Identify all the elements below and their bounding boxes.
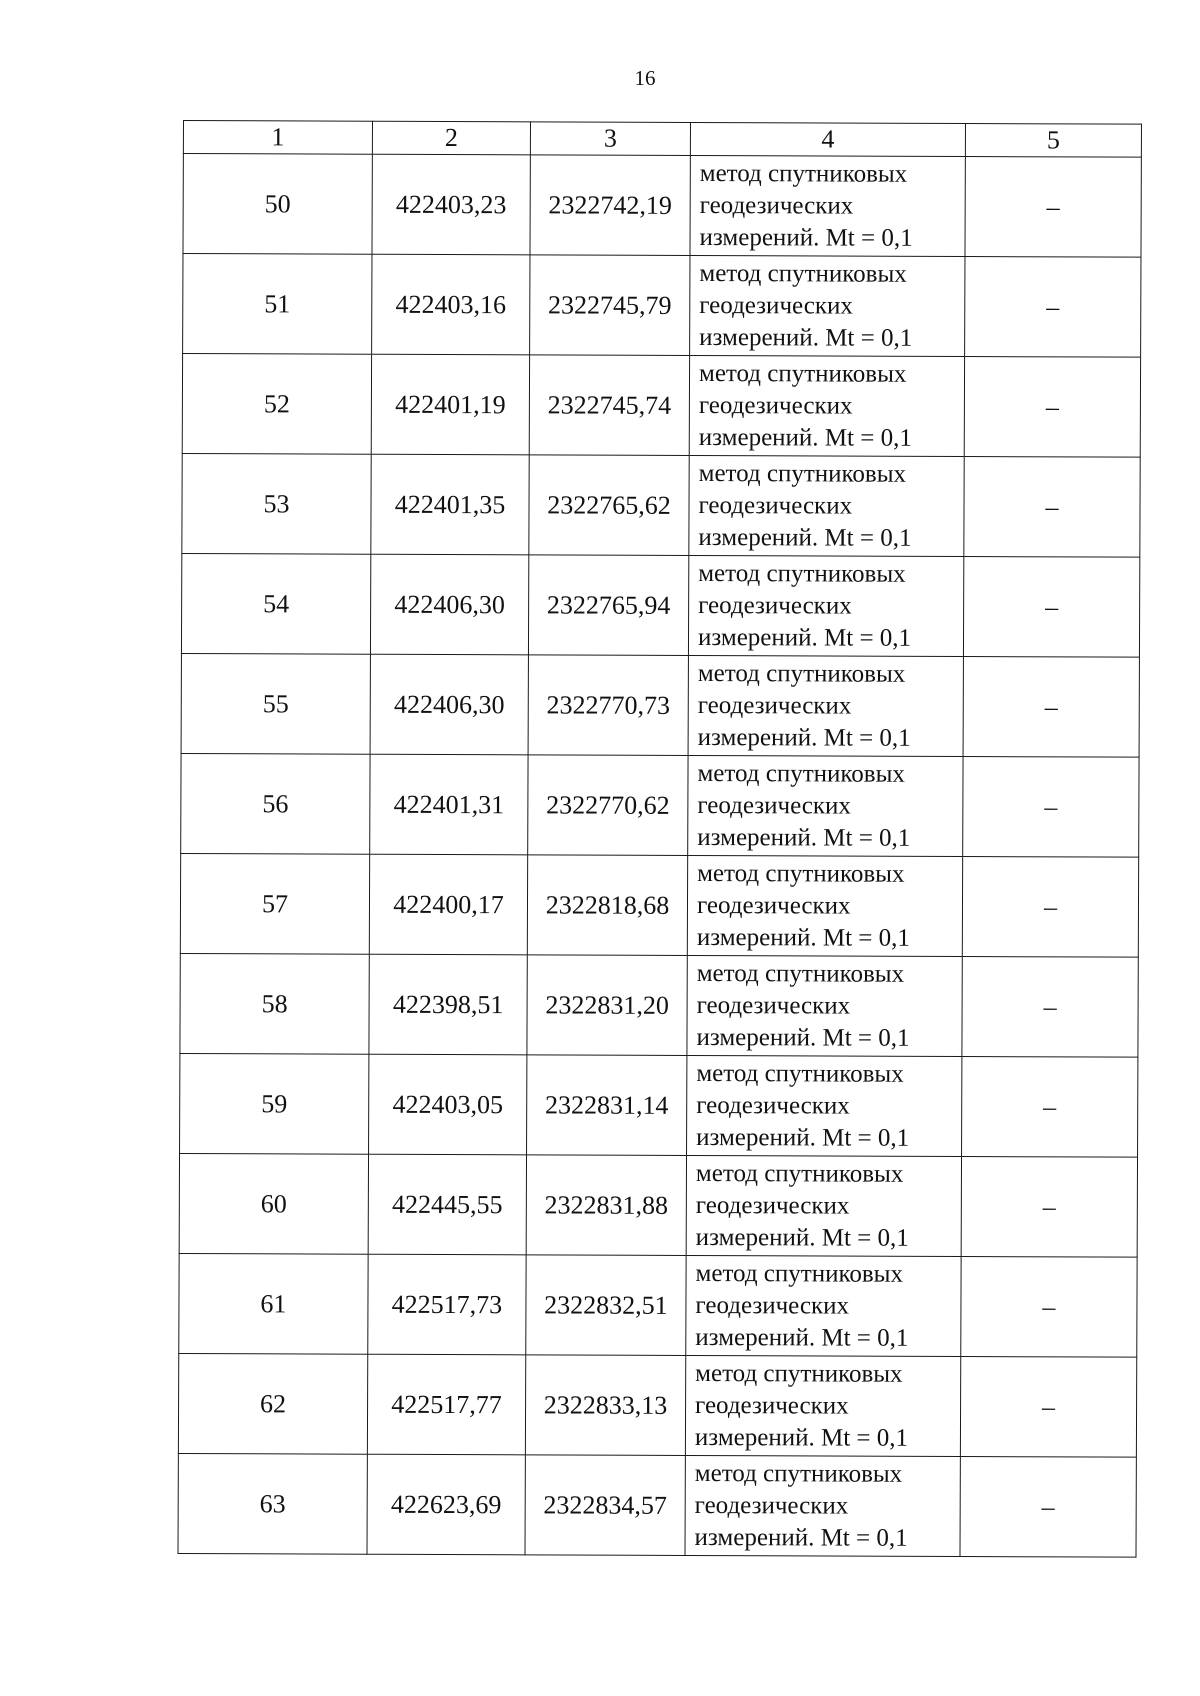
note-cell: –: [962, 1056, 1138, 1157]
method-cell: [690, 155, 965, 256]
column-header-4: 4: [690, 122, 965, 156]
method-line: геодезических: [698, 391, 853, 420]
method-line: метод спутниковых: [696, 1059, 904, 1088]
method-line: измерений. Mt = 0,1: [697, 623, 912, 652]
table-row: [179, 1253, 1137, 1357]
method-line: метод спутниковых: [698, 459, 907, 488]
coordinate-y-cell: 2322831,88: [526, 1155, 686, 1256]
method-line: геодезических: [696, 991, 851, 1020]
column-header-3: 3: [530, 122, 690, 156]
method-line: метод спутниковых: [695, 1159, 904, 1188]
point-number-cell: 53: [182, 453, 371, 554]
method-line: геодезических: [695, 1391, 849, 1420]
coordinate-y-cell: 2322770,62: [528, 755, 688, 856]
coordinate-y-cell: 2322770,73: [528, 655, 688, 756]
method-line: геодезических: [696, 1091, 850, 1120]
coordinate-x-cell: 422406,30: [370, 654, 528, 755]
table-row: [181, 653, 1139, 757]
coordinate-x-cell: 422406,30: [370, 554, 528, 655]
coordinate-y-cell: 2322745,79: [530, 255, 690, 356]
column-header-2: 2: [372, 121, 530, 155]
method-cell: [690, 255, 965, 356]
method-line: геодезических: [694, 1491, 849, 1520]
table-row: [183, 154, 1141, 258]
coordinate-x-cell: 422403,23: [372, 154, 530, 255]
method-line: измерений. Mt = 0,1: [699, 323, 913, 352]
point-number-cell: 50: [183, 154, 372, 255]
method-line: измерений. Mt = 0,1: [697, 823, 911, 852]
method-line: геодезических: [698, 491, 853, 520]
point-number-cell: 54: [181, 553, 370, 654]
method-line: измерений. Mt = 0,1: [697, 723, 911, 752]
method-line: метод спутниковых: [699, 259, 907, 288]
coordinate-x-cell: 422403,16: [372, 254, 530, 355]
method-cell: [688, 655, 963, 756]
point-number-cell: 51: [183, 254, 372, 355]
method-line: геодезических: [697, 691, 852, 720]
coordinate-y-cell: 2322818,68: [527, 855, 687, 956]
table-row: [180, 853, 1138, 957]
method-line: измерений. Mt = 0,1: [695, 1223, 909, 1252]
method-line: геодезических: [696, 891, 851, 920]
note-cell: –: [960, 1356, 1136, 1457]
table-row: [178, 1453, 1136, 1557]
table-row: [182, 453, 1140, 557]
note-cell: –: [964, 357, 1140, 458]
coordinate-x-cell: 422398,51: [369, 954, 527, 1055]
method-line: метод спутниковых: [698, 559, 906, 588]
point-number-cell: 60: [179, 1153, 368, 1254]
method-line: метод спутниковых: [695, 1259, 904, 1288]
column-header-1: 1: [183, 121, 372, 155]
method-line: геодезических: [699, 291, 853, 320]
table-row: [181, 553, 1139, 657]
method-cell: [686, 1155, 961, 1256]
method-cell: [688, 755, 963, 856]
method-line: измерений. Mt = 0,1: [699, 223, 913, 252]
note-cell: –: [962, 956, 1138, 1057]
table-row: [183, 254, 1141, 358]
coordinate-x-cell: 422400,17: [369, 854, 527, 955]
method-line: измерений. Mt = 0,1: [698, 423, 912, 452]
point-number-cell: 57: [180, 853, 369, 954]
coordinate-x-cell: 422517,77: [367, 1354, 525, 1455]
coordinate-y-cell: 2322832,51: [526, 1255, 686, 1356]
coordinate-x-cell: 422401,35: [371, 454, 529, 555]
method-line: метод спутниковых: [698, 359, 907, 388]
method-cell: [687, 955, 962, 1056]
note-cell: –: [960, 1456, 1136, 1557]
method-line: измерений. Mt = 0,1: [696, 1123, 910, 1152]
method-line: метод спутниковых: [697, 659, 906, 688]
point-number-cell: 52: [182, 354, 371, 455]
method-line: измерений. Mt = 0,1: [698, 523, 912, 552]
note-cell: –: [962, 856, 1138, 957]
coordinate-y-cell: 2322834,57: [525, 1455, 685, 1556]
note-cell: –: [965, 257, 1141, 358]
note-cell: –: [964, 457, 1140, 558]
table-body: [178, 154, 1141, 1558]
table-row: [180, 953, 1138, 1057]
coordinate-x-cell: 422517,73: [368, 1254, 526, 1355]
table-row: [180, 1053, 1138, 1157]
page-number: 16: [634, 66, 656, 90]
method-line: метод спутниковых: [697, 859, 905, 888]
method-cell: [687, 855, 962, 956]
coordinate-x-cell: 422623,69: [367, 1454, 525, 1555]
point-number-cell: 58: [180, 953, 369, 1054]
method-cell: [685, 1355, 960, 1456]
method-line: измерений. Mt = 0,1: [695, 1323, 909, 1352]
header-row: [183, 121, 1141, 158]
note-cell: –: [963, 756, 1139, 857]
method-cell: [686, 1255, 961, 1356]
coordinate-x-cell: 422445,55: [368, 1154, 526, 1255]
method-line: геодезических: [699, 191, 854, 220]
point-number-cell: 55: [181, 653, 370, 754]
coordinate-x-cell: 422403,05: [369, 1054, 527, 1155]
method-cell: [687, 1055, 962, 1156]
coordinate-y-cell: 2322765,62: [529, 455, 689, 556]
method-cell: [689, 355, 964, 456]
method-line: метод спутниковых: [695, 1359, 903, 1388]
coordinate-y-cell: 2322745,74: [529, 355, 689, 456]
coordinate-x-cell: 422401,19: [371, 354, 529, 455]
method-cell: [689, 455, 964, 556]
method-line: геодезических: [697, 791, 852, 820]
method-cell: [685, 1455, 960, 1556]
coordinate-y-cell: 2322831,14: [527, 1055, 687, 1156]
coordinate-y-cell: 2322765,94: [528, 555, 688, 656]
coordinate-x-cell: 422401,31: [370, 754, 528, 855]
column-header-5: 5: [965, 124, 1141, 158]
method-line: измерений. Mt = 0,1: [694, 1423, 909, 1452]
note-cell: –: [961, 1256, 1137, 1357]
method-line: метод спутниковых: [694, 1459, 903, 1488]
method-line: измерений. Mt = 0,1: [696, 1023, 910, 1052]
method-line: метод спутниковых: [697, 759, 905, 788]
coordinate-y-cell: 2322833,13: [525, 1355, 685, 1456]
method-line: геодезических: [695, 1291, 850, 1320]
table-row: [179, 1153, 1137, 1257]
point-number-cell: 63: [178, 1453, 367, 1554]
coordinate-y-cell: 2322831,20: [527, 955, 687, 1056]
method-line: измерений. Mt = 0,1: [694, 1523, 908, 1552]
coordinate-y-cell: 2322742,19: [530, 155, 690, 256]
note-cell: –: [961, 1156, 1137, 1257]
point-number-cell: 59: [180, 1053, 369, 1154]
method-line: геодезических: [698, 591, 852, 620]
method-line: измерений. Mt = 0,1: [696, 923, 910, 952]
table-row: [181, 753, 1139, 857]
method-cell: [688, 555, 963, 656]
point-number-cell: 62: [178, 1353, 367, 1454]
table-row: [182, 354, 1140, 458]
table-row: [178, 1353, 1136, 1457]
method-line: метод спутниковых: [696, 959, 905, 988]
coordinates-table: [177, 120, 1141, 1558]
note-cell: –: [963, 657, 1139, 758]
point-number-cell: 61: [179, 1253, 368, 1354]
method-line: геодезических: [695, 1191, 850, 1220]
note-cell: –: [965, 157, 1141, 258]
note-cell: –: [963, 557, 1139, 658]
method-line: метод спутниковых: [699, 159, 908, 188]
point-number-cell: 56: [181, 753, 370, 854]
